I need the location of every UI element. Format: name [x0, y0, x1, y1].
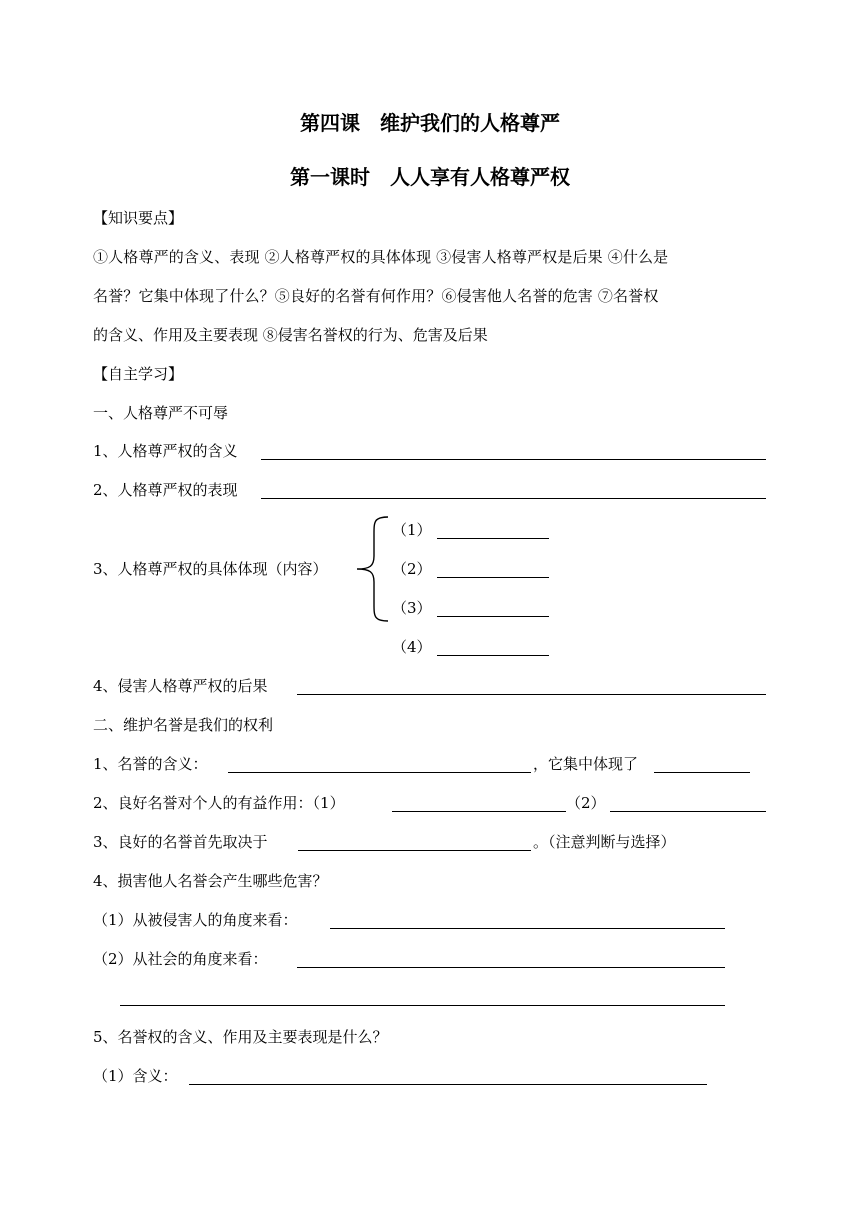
- part2-q4-2-label: （2）从社会的角度来看：: [93, 950, 268, 968]
- part1-q2-blank[interactable]: [261, 498, 766, 499]
- part1-q3-blank-4[interactable]: [437, 655, 549, 656]
- part1-q3-sub-3: （3）: [392, 599, 432, 617]
- lesson-title: 第四课 维护我们的人格尊严: [300, 111, 560, 135]
- part1-q4-blank[interactable]: [297, 694, 766, 695]
- curly-brace-icon: [352, 514, 392, 624]
- part2-q2-label: 2、良好名誉对个人的有益作用：（1）: [93, 794, 345, 812]
- part1-q3-label: 3、人格尊严权的具体体现（内容）: [93, 560, 328, 578]
- part1-q4-label: 4、侵害人格尊严权的后果: [93, 677, 268, 695]
- part2-q5-1-label: （1）含义：: [93, 1067, 178, 1085]
- part2-q1-label-b: ，它集中体现了: [533, 755, 639, 773]
- part1-q3-blank-2[interactable]: [437, 577, 549, 578]
- part1-q3-blank-3[interactable]: [437, 616, 549, 617]
- part1-q1-label: 1、人格尊严权的含义: [93, 442, 238, 460]
- part2-q5-1-blank[interactable]: [189, 1084, 707, 1085]
- knowledge-heading: 【知识要点】: [93, 209, 184, 227]
- part2-q4-2-blank-continued[interactable]: [120, 1005, 725, 1006]
- part2-q3-blank[interactable]: [298, 850, 531, 851]
- knowledge-line-3: 的含义、作用及主要表现 ⑧侵害名誉权的行为、危害及后果: [93, 326, 488, 344]
- part1-q3-sub-2: （2）: [392, 560, 432, 578]
- part1-q2-label: 2、人格尊严权的表现: [93, 481, 238, 499]
- part2-q1-blank-a[interactable]: [228, 772, 531, 773]
- part2-q3-note: 。（注意判断与选择）: [533, 833, 676, 851]
- part1-q3-sub-1: （1）: [392, 521, 432, 539]
- study-heading: 【自主学习】: [93, 365, 184, 383]
- part2-q4-1-blank[interactable]: [330, 928, 725, 929]
- part2-q2-blank-2[interactable]: [610, 811, 766, 812]
- section-title: 第一课时 人人享有人格尊严权: [290, 165, 570, 189]
- knowledge-line-1: ①人格尊严的含义、表现 ②人格尊严权的具体体现 ③侵害人格尊严权是后果 ④什么是: [93, 248, 669, 266]
- part2-q4-1-label: （1）从被侵害人的角度来看：: [93, 911, 298, 929]
- part2-q2-blank-1[interactable]: [392, 811, 566, 812]
- part2-heading: 二、维护名誉是我们的权利: [93, 716, 274, 734]
- knowledge-line-2: 名誉？它集中体现了什么？⑤良好的名誉有何作用？⑥侵害他人名誉的危害 ⑦名誉权: [93, 287, 659, 305]
- part2-q4-label: 4、损害他人名誉会产生哪些危害？: [93, 872, 328, 890]
- part1-q3-sub-4: （4）: [392, 638, 432, 656]
- part2-q3-label: 3、良好的名誉首先取决于: [93, 833, 268, 851]
- part2-q2-label-b: （2）: [566, 794, 606, 812]
- part2-q5-label: 5、名誉权的含义、作用及主要表现是什么？: [93, 1028, 388, 1046]
- part2-q1-blank-b[interactable]: [654, 772, 750, 773]
- part1-q1-blank[interactable]: [261, 459, 766, 460]
- part1-heading: 一、人格尊严不可辱: [93, 404, 229, 422]
- part1-q3-blank-1[interactable]: [437, 538, 549, 539]
- part2-q1-label: 1、名誉的含义：: [93, 755, 208, 773]
- part2-q4-2-blank[interactable]: [297, 967, 725, 968]
